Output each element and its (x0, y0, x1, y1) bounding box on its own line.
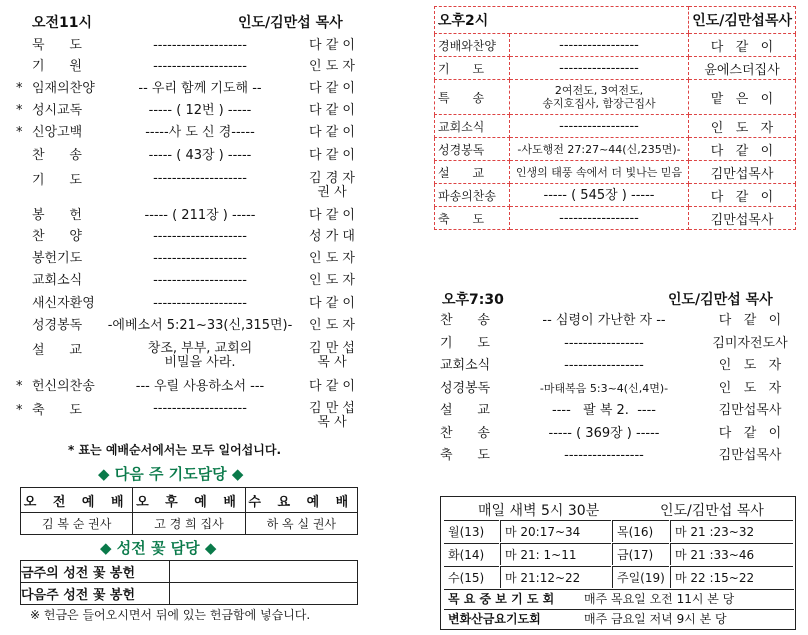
order-detail: -------------------- (153, 38, 247, 53)
dawn-leader: 인도/김만섭 목사 (660, 503, 764, 519)
order-label: 성경봉독 (435, 138, 510, 161)
offering-note: ※ 헌금은 들어오시면서 뒤에 있는 헌금함에 넣습니다. (30, 608, 311, 622)
dawn-verse: 마 21:12~22 (500, 566, 611, 588)
stand-marker: * (16, 403, 23, 418)
pm730-row (440, 380, 800, 398)
order-label: 묵 도 (32, 38, 82, 53)
pm730-row (440, 425, 800, 443)
order-person: 다 같 이 (309, 103, 355, 118)
dawn-verse: 마 21 :33~46 (670, 543, 793, 565)
order-detail: --- 우릴 사용하소서 --- (135, 379, 265, 394)
order-label: 특 송 (435, 80, 510, 115)
order-person: 인 도 자 (309, 273, 355, 288)
order-person: 인 도 자 (309, 251, 355, 266)
order-person: 인 도 자 (689, 115, 796, 138)
order-detail: -------------------- (153, 273, 247, 288)
order-person: 다 같 이 (309, 148, 355, 163)
order-label: 설 교 (435, 161, 510, 184)
am11-row (0, 402, 400, 436)
order-label: 설 교 (440, 403, 490, 418)
order-detail: ----------------- (510, 57, 689, 80)
order-person: 인 도 자 (309, 318, 355, 333)
order-person: 인 도 자 (718, 358, 782, 373)
order-detail: -------------------- (153, 59, 247, 74)
prayer-table (20, 487, 358, 535)
order-detail: -- 심령이 가난한 자 -- (542, 313, 666, 328)
order-detail: -마태복음 5:3~4(신,4면)- (539, 381, 669, 395)
am11-row (0, 124, 400, 142)
pm2-leader: 인도/김만섭목사 (689, 7, 796, 34)
order-person: 김 만 섭 목 사 (309, 401, 355, 430)
pm2-row (435, 138, 796, 161)
dawn-title: 매일 새벽 5시 30분 (478, 503, 600, 519)
prayer-header-pm: 오 후 예 배 (133, 488, 245, 513)
order-person: 다 같 이 (689, 34, 796, 57)
am11-row (0, 228, 400, 246)
order-label: 축 도 (32, 403, 82, 418)
order-person: 다 같 이 (309, 379, 355, 394)
prayer-value-am: 김 복 순 권사 (21, 513, 133, 535)
order-person: 김만섭목사 (718, 403, 782, 418)
order-detail: ----- ( 545장 ) ----- (510, 184, 689, 207)
pm730-row (440, 402, 800, 420)
am11-row (0, 102, 400, 120)
order-person: 다 같 이 (309, 38, 355, 53)
order-label: 성경봉독 (440, 380, 491, 396)
order-detail: -에베소서 5:21~33(신,315면)- (107, 318, 293, 333)
pm2-row (435, 57, 796, 80)
pm2-row (435, 161, 796, 184)
stand-marker: * (16, 379, 23, 394)
prayer-meeting-name: 목 요 중 보 기 도 회 (444, 589, 584, 608)
order-detail: ----------------- (510, 115, 689, 138)
dawn-day: 화(14) (444, 543, 499, 565)
order-detail: -------------------- (153, 401, 247, 416)
order-person: 김만섭목사 (689, 161, 796, 184)
pm2-table (434, 6, 796, 230)
prayer-value-wed: 하 옥 실 권사 (245, 513, 357, 535)
order-person: 김미자전도사 (712, 335, 788, 351)
pm730-leader: 인도/김만섭 목사 (668, 292, 773, 308)
order-detail: -------------------- (153, 229, 247, 244)
pm2-row (435, 34, 796, 57)
prayer-meeting-name: 변화산금요기도회 (444, 609, 584, 628)
prayer-header-wed: 수 요 예 배 (245, 488, 357, 513)
am11-leader: 인도/김만섭 목사 (238, 15, 343, 31)
am11-row (0, 342, 400, 376)
order-person: 다 같 이 (718, 425, 782, 441)
am11-note: * 표는 예배순서에서는 모두 일어섭니다. (68, 443, 282, 457)
order-detail: -------------------- (153, 171, 247, 186)
order-detail: ----------------- (564, 448, 644, 463)
order-label: 성시교독 (32, 103, 83, 118)
prayer-value-pm: 고 경 희 집사 (133, 513, 245, 535)
order-label: 신앙고백 (32, 125, 83, 140)
order-detail: ---- 팔 복 2. ---- (552, 403, 656, 418)
pm730-row (440, 447, 800, 465)
order-label: 성경봉독 (32, 318, 83, 333)
order-person: 김 경 자 권 사 (309, 171, 355, 200)
order-detail: ----- ( 12번 ) ----- (148, 103, 252, 118)
order-label: 축 도 (440, 448, 490, 463)
dawn-verse: 마 21 :23~32 (670, 520, 793, 542)
am11-row (0, 272, 400, 290)
am11-row (0, 378, 400, 396)
flower-value-this-week (170, 561, 358, 583)
order-person: 성 가 대 (309, 229, 355, 244)
order-person: 다 같 이 (309, 81, 355, 96)
order-detail: -----사 도 신 경----- (145, 125, 255, 140)
order-person: 인 도 자 (309, 59, 355, 74)
order-detail: ----------------- (564, 335, 644, 351)
am11-row (0, 80, 400, 98)
prayer-meeting-time: 매주 목요일 오전 11시 본 당 (584, 589, 794, 608)
order-label: 교회소식 (32, 273, 83, 288)
pm2-time (435, 7, 689, 34)
flower-label-next-week: 다음주 성전 꽃 봉헌 (21, 583, 170, 605)
am11-section (0, 0, 400, 460)
order-label: 파송의찬송 (435, 184, 510, 207)
order-label: 기 원 (32, 59, 82, 74)
flower-title: ◆ 성전 꽃 담당 ◆ (100, 539, 217, 557)
order-label: 찬 송 (440, 425, 490, 441)
order-person: 다 같 이 (689, 138, 796, 161)
prayer-meeting-time: 매주 금요일 저녁 9시 본 당 (584, 609, 794, 628)
stand-marker: * (16, 125, 23, 140)
order-label: 기 도 (435, 57, 510, 80)
order-detail: 인생의 태풍 속에서 더 빛나는 믿음 (510, 161, 689, 184)
am11-row (0, 172, 400, 202)
order-detail: ----- ( 43장 ) ----- (148, 148, 252, 163)
flower-label-this-week: 금주의 성전 꽃 봉헌 (21, 561, 170, 583)
order-detail: -------------------- (153, 251, 247, 266)
am11-row (0, 207, 400, 225)
dawn-day: 주일(19) (612, 566, 669, 588)
order-label: 찬 송 (440, 313, 490, 328)
flower-table (20, 560, 358, 605)
pm730-row (440, 357, 800, 375)
order-person: 맡 은 이 (689, 80, 796, 115)
pm730-row (440, 335, 800, 353)
order-label: 경배와찬양 (435, 34, 510, 57)
order-label: 기 도 (440, 335, 490, 351)
order-person: 다 같 이 (718, 313, 782, 328)
order-label: 봉 헌 (32, 208, 82, 223)
prayer-header-am: 오 전 예 배 (21, 488, 133, 513)
dawn-day: 금(17) (612, 543, 669, 565)
order-person: 다 같 이 (309, 296, 355, 311)
order-detail: ----- ( 211장 ) ----- (144, 208, 256, 223)
order-label: 새신자환영 (32, 296, 95, 311)
pm2-row (435, 184, 796, 207)
order-person: 김만섭목사 (689, 207, 796, 230)
am11-time: 오전11시 (32, 15, 93, 31)
order-detail: -- 우리 함께 기도해 -- (138, 81, 262, 96)
stand-marker: * (16, 103, 23, 118)
pm2-row (435, 207, 796, 230)
order-person: 다 같 이 (689, 184, 796, 207)
order-person: 김만섭목사 (718, 448, 782, 463)
am11-row (0, 37, 400, 55)
prayer-title: ◆ 다음 주 기도담당 ◆ (98, 465, 244, 483)
order-label: 교회소식 (440, 358, 491, 373)
order-detail: 2여전도, 3여전도, 송지호집사, 함장근집사 (510, 80, 689, 115)
pm730-row (440, 312, 800, 330)
order-label: 임재의찬양 (32, 81, 95, 96)
order-label: 봉헌기도 (32, 251, 83, 266)
order-detail: ----- ( 369장 ) ----- (548, 425, 660, 441)
order-detail: -------------------- (153, 296, 247, 311)
am11-row (0, 58, 400, 76)
dawn-verse: 마 22 :15~22 (670, 566, 793, 588)
order-person: 윤에스더집사 (689, 57, 796, 80)
order-label: 기 도 (32, 173, 82, 188)
order-detail: 창조, 부부, 교회의 비밀을 사라. (147, 341, 253, 370)
order-detail: -사도행전 27:27~44(신,235면)- (510, 138, 689, 161)
order-label: 교회소식 (435, 115, 510, 138)
dawn-day: 월(13) (444, 520, 499, 542)
pm2-row (435, 115, 796, 138)
order-person: 인 도 자 (718, 380, 782, 396)
stand-marker: * (16, 81, 23, 96)
order-label: 축 도 (435, 207, 510, 230)
pm730-time: 오후7:30 (442, 292, 504, 308)
order-person: 김 만 섭 목 사 (309, 341, 355, 370)
order-label: 설 교 (32, 343, 82, 358)
order-label: 찬 양 (32, 229, 82, 244)
am11-row (0, 317, 400, 335)
dawn-verse: 마 21: 1~11 (500, 543, 611, 565)
order-person: 다 같 이 (309, 125, 355, 140)
dawn-day: 목(16) (612, 520, 669, 542)
flower-value-next-week (170, 583, 358, 605)
am11-row (0, 295, 400, 313)
order-detail: ----------------- (510, 207, 689, 230)
am11-row (0, 147, 400, 165)
order-person: 다 같 이 (309, 208, 355, 223)
order-detail: ----------------- (564, 358, 644, 373)
order-label: 찬 송 (32, 148, 82, 163)
order-label: 헌신의찬송 (32, 379, 95, 394)
pm2-time-text: 오후2시 (438, 13, 489, 29)
pm2-row (435, 80, 796, 115)
dawn-verse: 마 20:17~34 (500, 520, 611, 542)
am11-row (0, 250, 400, 268)
dawn-day: 수(15) (444, 566, 499, 588)
order-detail: ----------------- (510, 34, 689, 57)
